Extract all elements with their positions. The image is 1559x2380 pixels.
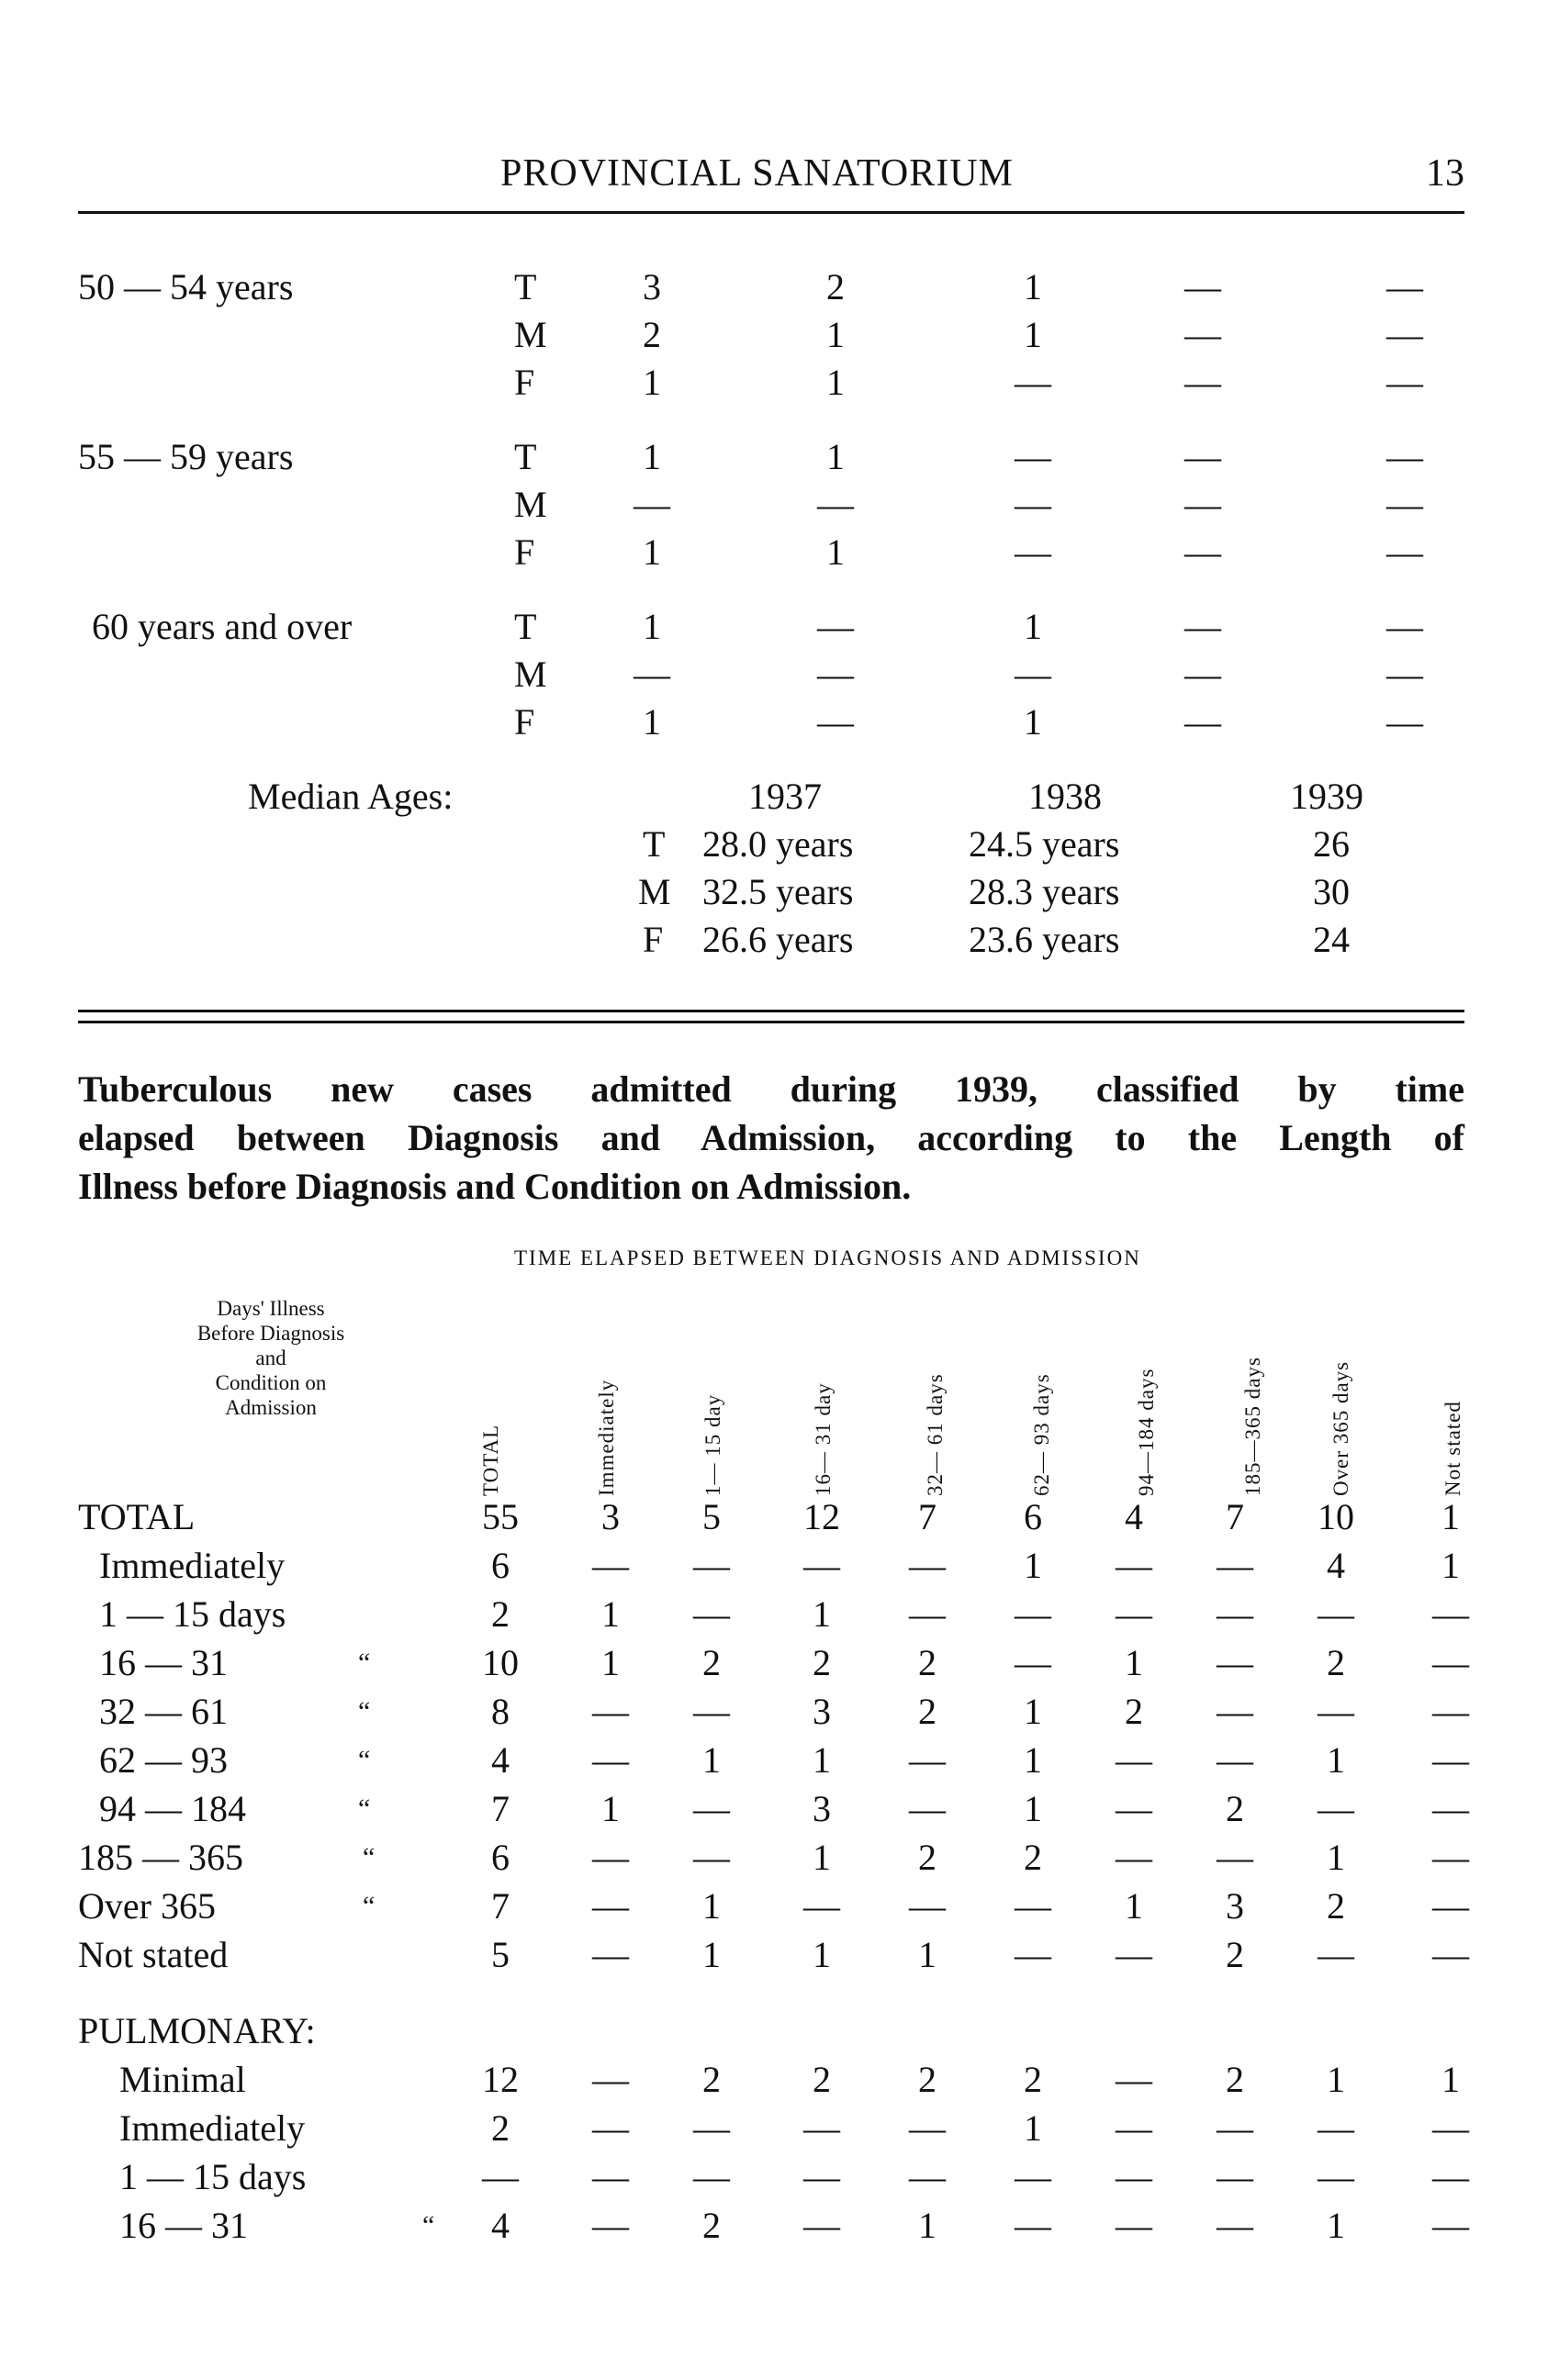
table-cell: 8 xyxy=(491,1691,510,1732)
table-cell: 1 xyxy=(1327,1837,1345,1878)
table-cell: — xyxy=(1015,2205,1051,2246)
table-cell: — xyxy=(1217,1642,1253,1683)
table-cell: — xyxy=(693,1593,730,1635)
table-cell: 3 xyxy=(813,1691,831,1732)
median-value: 26 xyxy=(1313,823,1350,865)
age-cell: — xyxy=(1386,701,1423,743)
table-cell: — xyxy=(1318,1593,1354,1635)
table-cell: — xyxy=(909,1739,946,1781)
table-row xyxy=(0,1687,1559,1736)
age-group-label: 55 — 59 years xyxy=(78,436,294,477)
table-title-line: Tuberculous new cases admitted during 1939, classified by time xyxy=(78,1068,1464,1110)
median-year: 1939 xyxy=(1290,776,1363,817)
age-cell: — xyxy=(1386,266,1423,307)
table-cell: — xyxy=(693,2156,730,2197)
median-value: 26.6 years xyxy=(702,919,854,960)
table-cell: 2 xyxy=(1327,1885,1345,1927)
ditto-mark: “ xyxy=(358,1648,371,1678)
table-cell: 2 xyxy=(813,2059,831,2100)
median-value: 32.5 years xyxy=(702,871,854,912)
table-cell: — xyxy=(1015,1593,1051,1635)
table-cell: — xyxy=(1432,2107,1469,2149)
table-cell: — xyxy=(1318,2156,1354,2197)
table-cell: — xyxy=(1217,1691,1253,1732)
table-cell: — xyxy=(1217,1837,1253,1878)
table-cell: — xyxy=(1217,2156,1253,2197)
ditto-mark: “ xyxy=(422,2210,435,2240)
pulmonary-label: PULMONARY: xyxy=(78,2010,316,2051)
age-cell: — xyxy=(1386,654,1423,695)
table-cell: 12 xyxy=(482,2059,519,2100)
table-cell: — xyxy=(1432,1593,1469,1635)
row-label: Not stated xyxy=(78,1934,229,1975)
table-cell: 1 xyxy=(1327,2205,1345,2246)
table-cell: 10 xyxy=(482,1642,519,1683)
table-cell: — xyxy=(592,2059,629,2100)
table-cell: — xyxy=(1217,2205,1253,2246)
table-cell: 1 xyxy=(1125,1885,1143,1927)
age-cell: — xyxy=(1386,484,1423,525)
table-cell: — xyxy=(693,1691,730,1732)
sex-label: M xyxy=(514,654,547,695)
row-header-line: Condition on xyxy=(215,1371,327,1394)
table-cell: — xyxy=(482,2156,519,2197)
age-cell: 1 xyxy=(643,531,661,573)
row-header xyxy=(138,1296,404,1420)
age-cell: 3 xyxy=(643,266,661,307)
table-cell: 2 xyxy=(1226,1788,1244,1829)
age-cell: — xyxy=(817,701,854,743)
table-cell: — xyxy=(1432,1837,1469,1878)
median-value: 24 xyxy=(1313,919,1350,960)
table-cell: 5 xyxy=(702,1496,721,1537)
table-cell: 2 xyxy=(1226,1934,1244,1975)
table-cell: 6 xyxy=(491,1545,510,1586)
row-label: 94 — 184 xyxy=(99,1788,246,1829)
table-cell: 2 xyxy=(813,1642,831,1683)
table-cell: — xyxy=(1116,2156,1152,2197)
sex-label: T xyxy=(514,436,537,477)
running-head xyxy=(78,151,1464,207)
table-cell: — xyxy=(1217,2107,1253,2149)
table-cell: — xyxy=(1116,2059,1152,2100)
table-cell: — xyxy=(909,1593,946,1635)
row-label: Minimal xyxy=(119,2059,246,2100)
table-cell: — xyxy=(592,1739,629,1781)
page-number: 13 xyxy=(1426,152,1464,195)
row-label: 16 — 31 xyxy=(119,2205,248,2246)
table-cell: 2 xyxy=(918,1691,937,1732)
table-cell: 1 xyxy=(1024,1691,1042,1732)
table-cell: 3 xyxy=(601,1496,620,1537)
table-cell: — xyxy=(1116,1934,1152,1975)
sex-label: F xyxy=(643,919,664,960)
age-cell: — xyxy=(1184,531,1221,573)
table-cell: 2 xyxy=(491,1593,510,1635)
age-cell: — xyxy=(1015,362,1051,403)
age-cell: — xyxy=(1386,531,1423,573)
table-row xyxy=(0,1638,1559,1687)
table-cell: 4 xyxy=(491,2205,510,2246)
age-cell: — xyxy=(1015,436,1051,477)
table-row xyxy=(0,1736,1559,1784)
age-cell: — xyxy=(817,654,854,695)
table-cell: 7 xyxy=(1226,1496,1244,1537)
row-label: 1 — 15 days xyxy=(99,1593,286,1635)
table-title xyxy=(78,1065,1464,1211)
table-cell: 2 xyxy=(918,1642,937,1683)
table-cell: — xyxy=(1217,1545,1253,1586)
table-row xyxy=(0,2152,1559,2201)
table-cell: 2 xyxy=(702,2205,721,2246)
table-cell: — xyxy=(1116,1837,1152,1878)
table-cell: 1 xyxy=(1441,1496,1460,1537)
table-title-line: elapsed between Diagnosis and Admission, according to the Length of xyxy=(78,1117,1464,1158)
table-cell: 4 xyxy=(491,1739,510,1781)
age-cell: — xyxy=(1015,484,1051,525)
table-cell: — xyxy=(909,1788,946,1829)
table-cell: — xyxy=(592,1837,629,1878)
median-value: 28.3 years xyxy=(969,871,1120,912)
table-cell: 2 xyxy=(1024,2059,1042,2100)
table-cell: — xyxy=(803,2107,840,2149)
age-cell: — xyxy=(1386,314,1423,355)
age-cell: 2 xyxy=(643,314,661,355)
table-cell: 1 xyxy=(918,2205,937,2246)
table-cell: — xyxy=(1015,1885,1051,1927)
table-cell: — xyxy=(909,1545,946,1586)
table-cell: 1 xyxy=(601,1642,620,1683)
age-cell: — xyxy=(1386,362,1423,403)
ditto-mark: “ xyxy=(363,1842,376,1872)
table-cell: 1 xyxy=(813,1934,831,1975)
age-cell: — xyxy=(1184,266,1221,307)
table-row xyxy=(0,1784,1559,1833)
age-cell: — xyxy=(1015,654,1051,695)
table-cell: 2 xyxy=(918,1837,937,1878)
row-header-line: Days' Illness xyxy=(217,1297,325,1320)
table-cell: 6 xyxy=(491,1837,510,1878)
age-cell: — xyxy=(1184,314,1221,355)
age-cell: 1 xyxy=(826,362,845,403)
table-cell: 1 xyxy=(601,1593,620,1635)
table-cell: — xyxy=(1015,1934,1051,1975)
section-label xyxy=(0,2006,1559,2055)
table-cell: 4 xyxy=(1125,1496,1143,1537)
table-cell: 5 xyxy=(491,1934,510,1975)
table-row xyxy=(0,2104,1559,2152)
age-group-label: 60 years and over xyxy=(92,606,353,647)
age-group-label: 50 — 54 years xyxy=(78,266,294,307)
age-cell: 1 xyxy=(643,606,661,647)
age-cell: — xyxy=(1184,362,1221,403)
table-cell: 1 xyxy=(1024,2107,1042,2149)
median-value: 24.5 years xyxy=(969,823,1120,865)
ditto-mark: “ xyxy=(358,1696,371,1726)
table-cell: — xyxy=(592,1885,629,1927)
age-cell: — xyxy=(817,606,854,647)
table-cell: — xyxy=(693,1837,730,1878)
table-cell: 2 xyxy=(1125,1691,1143,1732)
table-cell: — xyxy=(1432,1691,1469,1732)
row-label: Immediately xyxy=(99,1545,286,1586)
row-label: 62 — 93 xyxy=(99,1739,228,1781)
age-cell: 1 xyxy=(1024,314,1042,355)
sex-label: M xyxy=(514,314,547,355)
age-cell: — xyxy=(1184,606,1221,647)
sex-label: M xyxy=(514,484,547,525)
table-cell: — xyxy=(1217,1593,1253,1635)
table-cell: — xyxy=(1318,1934,1354,1975)
table-cell: 1 xyxy=(813,1593,831,1635)
age-cell: 1 xyxy=(1024,701,1042,743)
table-cell: 7 xyxy=(491,1788,510,1829)
row-label: TOTAL xyxy=(78,1496,196,1537)
age-cell: 1 xyxy=(826,314,845,355)
age-cell: — xyxy=(1386,606,1423,647)
median-value: 28.0 years xyxy=(702,823,854,865)
table-cell: 1 xyxy=(918,1934,937,1975)
table-cell: 55 xyxy=(482,1496,519,1537)
table-cell: 1 xyxy=(813,1837,831,1878)
age-cell: — xyxy=(817,484,854,525)
age-cell: 1 xyxy=(1024,266,1042,307)
table-cell: 3 xyxy=(813,1788,831,1829)
age-cell: 1 xyxy=(826,531,845,573)
age-cell: 1 xyxy=(1024,606,1042,647)
table-cell: 1 xyxy=(702,1885,721,1927)
table-cell: — xyxy=(1318,2107,1354,2149)
median-ages-label: Median Ages: xyxy=(248,776,454,817)
table-cell: 10 xyxy=(1318,1496,1354,1537)
page-header-title: PROVINCIAL SANATORIUM xyxy=(500,152,1014,195)
table-cell: 7 xyxy=(918,1496,937,1537)
sex-label: T xyxy=(514,606,537,647)
table-cell: 2 xyxy=(702,1642,721,1683)
table-cell: — xyxy=(1116,1593,1152,1635)
table-cell: — xyxy=(803,2205,840,2246)
table-cell: — xyxy=(1116,2107,1152,2149)
age-cell: — xyxy=(1184,701,1221,743)
row-label: 16 — 31 xyxy=(99,1642,228,1683)
age-cell: — xyxy=(1184,484,1221,525)
table-cell: — xyxy=(592,1545,629,1586)
table-cell: 4 xyxy=(1327,1545,1345,1586)
table-row xyxy=(0,1882,1559,1930)
row-label: 185 — 365 xyxy=(78,1837,243,1878)
table-cell: 2 xyxy=(1024,1837,1042,1878)
table-cell: — xyxy=(1432,1788,1469,1829)
table-cell: — xyxy=(1217,1739,1253,1781)
table-cell: — xyxy=(1432,2156,1469,2197)
table-cell: — xyxy=(909,2107,946,2149)
table-cell: 1 xyxy=(1024,1545,1042,1586)
median-year: 1937 xyxy=(748,776,822,817)
table-cell: 1 xyxy=(1441,1545,1460,1586)
table-cell: 1 xyxy=(601,1788,620,1829)
table-cell: — xyxy=(1318,1788,1354,1829)
table-row xyxy=(0,1492,1559,1541)
sex-label: F xyxy=(514,701,535,743)
table-row xyxy=(0,2201,1559,2250)
table-cell: 1 xyxy=(1024,1788,1042,1829)
table-cell: — xyxy=(592,2156,629,2197)
table-cell: 2 xyxy=(918,2059,937,2100)
table-cell: — xyxy=(592,1691,629,1732)
table-cell: — xyxy=(1116,1788,1152,1829)
table-cell: — xyxy=(1432,1885,1469,1927)
table-cell: — xyxy=(592,2205,629,2246)
table-cell: 7 xyxy=(491,1885,510,1927)
table-cell: — xyxy=(909,2156,946,2197)
age-cell: — xyxy=(634,654,670,695)
table-cell: 2 xyxy=(1226,2059,1244,2100)
table-cell: 12 xyxy=(803,1496,840,1537)
age-cell: — xyxy=(1015,531,1051,573)
sex-label: T xyxy=(514,266,537,307)
table-cell: — xyxy=(1432,1934,1469,1975)
sex-label: T xyxy=(643,823,666,865)
table-cell: — xyxy=(1432,1642,1469,1683)
table-cell: — xyxy=(803,1885,840,1927)
table-cell: 3 xyxy=(1226,1885,1244,1927)
age-cell: — xyxy=(1184,654,1221,695)
table-cell: — xyxy=(693,1545,730,1586)
table-cell: 1 xyxy=(702,1739,721,1781)
row-label: Over 365 xyxy=(78,1885,216,1927)
row-label: 1 — 15 days xyxy=(119,2156,307,2197)
table-cell: — xyxy=(693,1788,730,1829)
table-cell: — xyxy=(1432,1739,1469,1781)
age-cell: 2 xyxy=(826,266,845,307)
table-row xyxy=(0,1833,1559,1882)
table-cell: — xyxy=(592,1934,629,1975)
section-rule xyxy=(78,1021,1464,1023)
median-value: 23.6 years xyxy=(969,919,1120,960)
table-cell: — xyxy=(909,1885,946,1927)
table-cell: 1 xyxy=(1125,1642,1143,1683)
age-cell: 1 xyxy=(643,362,661,403)
table-cell: 1 xyxy=(1327,2059,1345,2100)
table-cell: 1 xyxy=(1024,1739,1042,1781)
table-cell: — xyxy=(1116,2205,1152,2246)
table-row xyxy=(0,1541,1559,1590)
row-header-line: Before Diagnosis xyxy=(196,1322,345,1345)
age-cell: 1 xyxy=(643,701,661,743)
column-spanner-heading: TIME ELAPSED BETWEEN DIAGNOSIS AND ADMISSION xyxy=(514,1246,1141,1269)
row-label: Immediately xyxy=(119,2107,306,2149)
table-cell: — xyxy=(693,2107,730,2149)
median-year: 1938 xyxy=(1028,776,1102,817)
table-cell: 1 xyxy=(813,1739,831,1781)
age-cell: — xyxy=(634,484,670,525)
age-cell: — xyxy=(1386,436,1423,477)
sex-label: M xyxy=(638,871,671,912)
table-cell: 2 xyxy=(491,2107,510,2149)
ditto-mark: “ xyxy=(363,1891,376,1921)
table-cell: — xyxy=(592,2107,629,2149)
section-rule xyxy=(78,1010,1464,1012)
table-cell: 6 xyxy=(1024,1496,1042,1537)
ditto-mark: “ xyxy=(358,1793,371,1824)
table-cell: 1 xyxy=(1327,1739,1345,1781)
age-cell: — xyxy=(1184,436,1221,477)
sex-label: F xyxy=(514,531,535,573)
table-cell: — xyxy=(803,1545,840,1586)
row-label: 32 — 61 xyxy=(99,1691,228,1732)
table-cell: — xyxy=(1318,1691,1354,1732)
median-value: 30 xyxy=(1313,871,1350,912)
table-title-line: Illness before Diagnosis and Condition on Admission. xyxy=(78,1166,912,1207)
table-cell: — xyxy=(1432,2205,1469,2246)
ditto-mark: “ xyxy=(358,1745,371,1775)
table-cell: 1 xyxy=(702,1934,721,1975)
table-cell: — xyxy=(1116,1545,1152,1586)
table-row xyxy=(0,1590,1559,1638)
table-row xyxy=(0,1930,1559,1979)
sex-label: F xyxy=(514,362,535,403)
table-cell: — xyxy=(1116,1739,1152,1781)
table-row xyxy=(0,2055,1559,2104)
table-cell: — xyxy=(1015,2156,1051,2197)
row-header-line: and xyxy=(255,1346,286,1369)
table-cell: 2 xyxy=(1327,1642,1345,1683)
table-cell: — xyxy=(1015,1642,1051,1683)
table-cell: 2 xyxy=(702,2059,721,2100)
row-header-line: Admission xyxy=(225,1396,317,1419)
header-rule xyxy=(78,211,1464,214)
table-cell: 1 xyxy=(1441,2059,1460,2100)
age-cell: 1 xyxy=(643,436,661,477)
age-cell: 1 xyxy=(826,436,845,477)
table-cell: — xyxy=(803,2156,840,2197)
